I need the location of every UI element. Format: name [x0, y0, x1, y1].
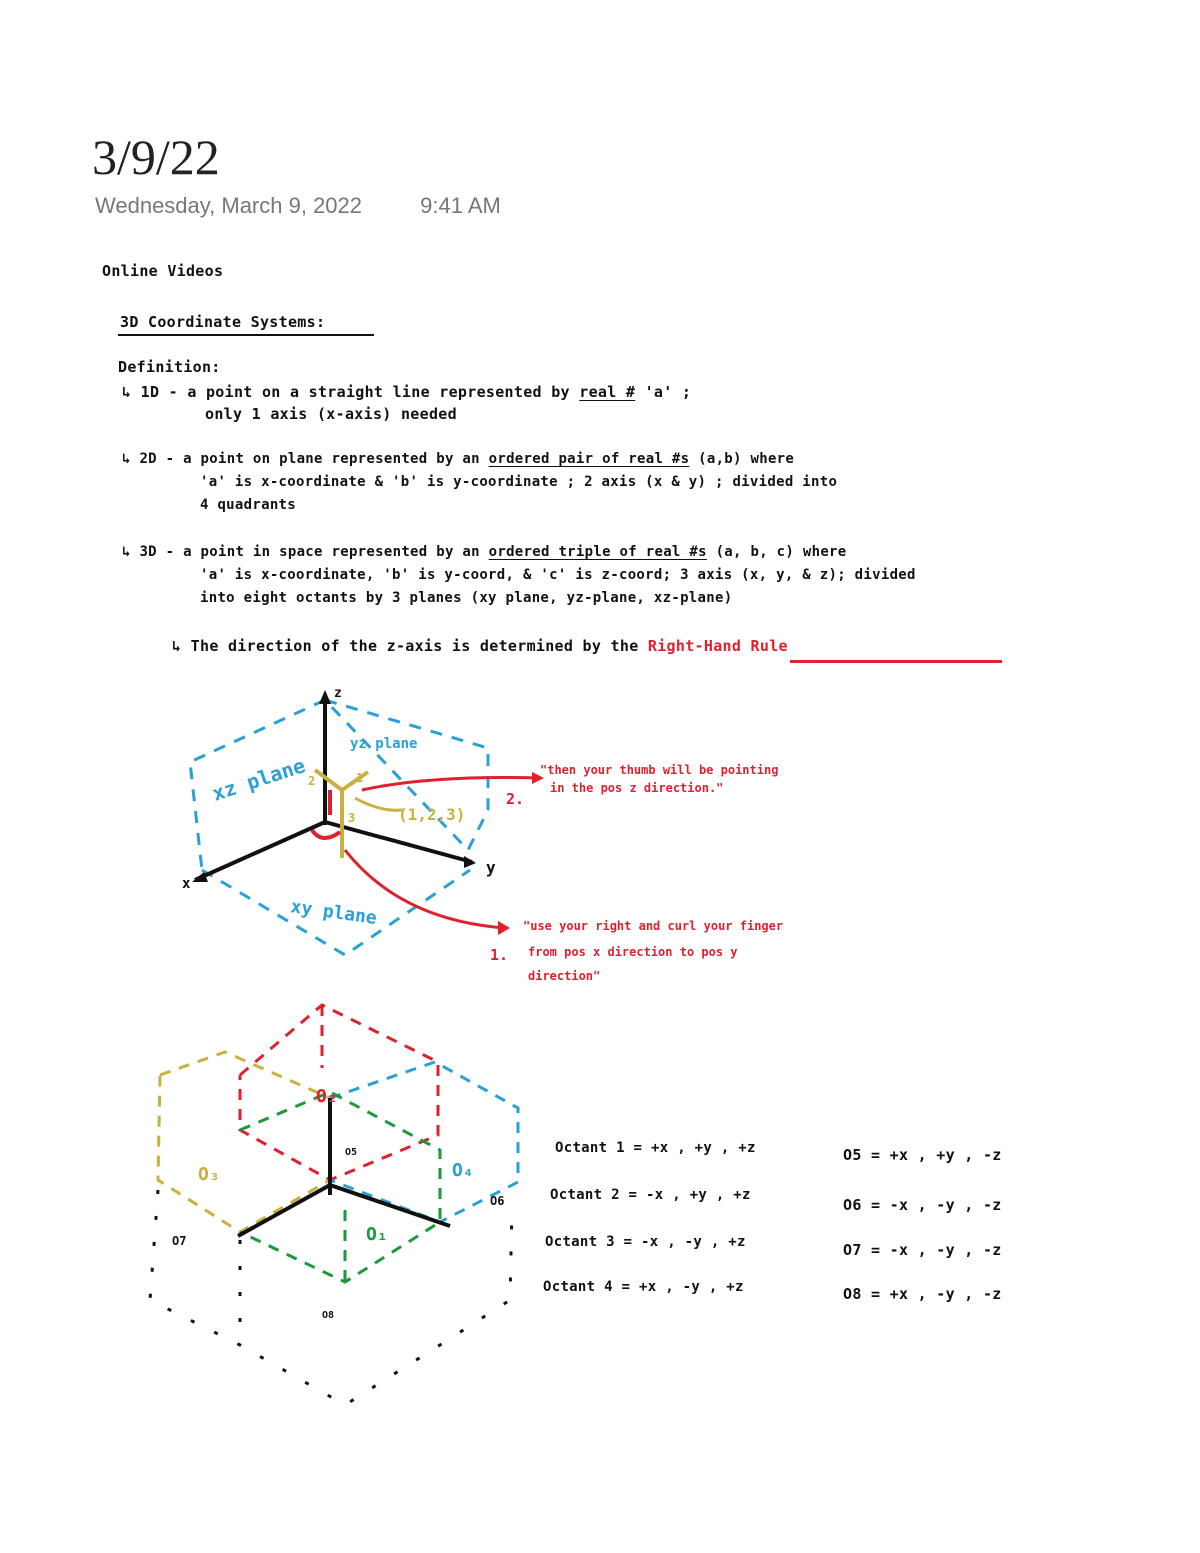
octant-def-5: O5 = +x , +y , -z — [843, 1146, 1002, 1164]
octant-box-lower — [150, 1190, 512, 1405]
x-axis-label: x — [182, 876, 191, 892]
xz-plane-label: xz plane — [209, 753, 309, 806]
definition-label: Definition: — [118, 358, 221, 376]
point-label: (1,2,3) — [398, 805, 466, 824]
x-axis — [195, 822, 325, 880]
step-2-line2: in the pos z direction." — [550, 781, 724, 795]
finger-arrow-head — [498, 921, 510, 935]
right-hand-rule-line: ↳ The direction of the z-axis is determined by the Right-Hand Rule — [172, 637, 788, 655]
octant-x-axis — [238, 1185, 330, 1236]
step-2-line1: "then your thumb will be pointing — [540, 763, 779, 777]
y-axis — [325, 822, 472, 862]
octant-def-4: Octant 4 = +x , -y , +z — [543, 1279, 744, 1295]
octant-box-yellow — [158, 1052, 330, 1232]
y-axis-label: y — [486, 858, 496, 877]
octant-o2-label: O₂ — [316, 1086, 338, 1107]
y-arrow-icon — [464, 856, 476, 868]
def-3d-line1: ↳ 3D - a point in space represented by an ordered triple of real #s (a, b, c) where — [122, 544, 847, 560]
octant-o7-label: O7 — [172, 1234, 187, 1248]
octant-o8-label: O8 — [322, 1310, 335, 1321]
notes-heading: Online Videos — [102, 262, 224, 280]
thumb-arrow — [362, 778, 540, 791]
octant-o4-label: O₄ — [452, 1160, 474, 1181]
point-leader — [355, 798, 402, 810]
step-1-line1: "use your right and curl your finger — [523, 919, 784, 933]
octant-o5-label: O5 — [345, 1147, 358, 1158]
def-1d-line2: only 1 axis (x-axis) needed — [205, 405, 457, 423]
octant-def-1: Octant 1 = +x , +y , +z — [555, 1140, 756, 1156]
step-1-number: 1. — [490, 946, 509, 964]
def-1d-line1: ↳ 1D - a point on a straight line represented by real # 'a' ; — [122, 383, 692, 401]
octant-o1-label: O₁ — [366, 1224, 388, 1245]
coord-2-label: 2 — [308, 774, 316, 788]
section-title: 3D Coordinate Systems: — [120, 313, 326, 331]
step-1-line3: direction" — [528, 969, 601, 983]
def-2d-line3: 4 quadrants — [200, 497, 297, 513]
def-2d-line2: 'a' is x-coordinate & 'b' is y-coordinate ; 2 axis (x & y) ; divided into — [200, 474, 838, 490]
octant-def-3: Octant 3 = -x , -y , +z — [545, 1234, 746, 1250]
octant-o6-label: O6 — [490, 1194, 505, 1208]
step-2-number: 2. — [506, 790, 525, 808]
def-3d-line2: 'a' is x-coordinate, 'b' is y-coord, & 'c' is z-coord; 3 axis (x, y, & z); divided — [200, 567, 916, 583]
octant-y-axis — [330, 1185, 450, 1226]
step-1-line2: from pos x direction to pos y — [528, 945, 738, 959]
octant-def-2: Octant 2 = -x , +y , +z — [550, 1187, 751, 1203]
octant-def-8: O8 = +x , -y , -z — [843, 1285, 1002, 1303]
def-2d-line1: ↳ 2D - a point on plane represented by an ordered pair of real #s (a,b) where — [122, 451, 795, 467]
octant-def-7: O7 = -x , -y , -z — [843, 1241, 1002, 1259]
page-date: Wednesday, March 9, 2022 — [95, 193, 363, 218]
z-arrow-icon — [319, 690, 331, 704]
curl-arc — [312, 830, 340, 838]
point-arm-a — [315, 770, 342, 790]
octant-def-6: O6 = -x , -y , -z — [843, 1196, 1002, 1214]
point-arm-b — [342, 772, 368, 790]
page-title: 3/9/22 — [92, 129, 220, 185]
def-3d-line3: into eight octants by 3 planes (xy plane, yz-plane, xz-plane) — [200, 590, 733, 606]
octant-box-red — [240, 1005, 438, 1180]
coord-3-label: 3 — [348, 811, 356, 825]
octant-o3-label: O₃ — [198, 1164, 220, 1185]
yz-plane-label: yz plane — [350, 736, 418, 752]
page-time: 9:41 AM — [420, 193, 501, 218]
coord-1-label: 1 — [356, 771, 364, 785]
xy-plane-label: xy plane — [289, 896, 379, 930]
z-axis-label: z — [334, 686, 342, 701]
